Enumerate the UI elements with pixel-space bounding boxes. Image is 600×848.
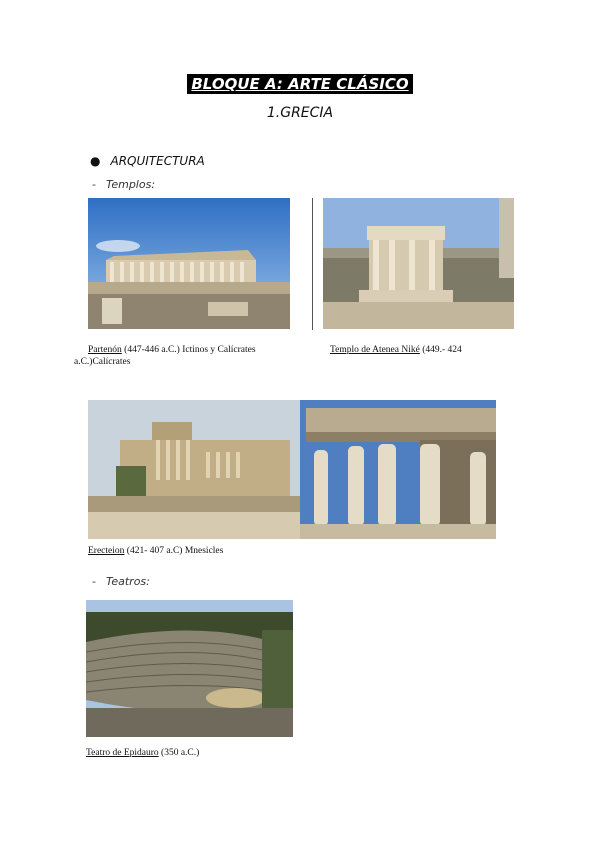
- dash-icon: -: [92, 575, 96, 588]
- title-text: BLOQUE A: ARTE CLÁSICO: [187, 74, 412, 94]
- caption-nike-rest: (449.- 424: [419, 345, 462, 355]
- caption-epidauro-name: Teatro de Epidauro: [86, 748, 159, 758]
- caption-partenon: [88, 344, 256, 356]
- divider-line: [312, 198, 313, 330]
- subheading-teatros: [92, 575, 150, 588]
- epidauro-photo: [86, 600, 293, 737]
- subheading-templos: [92, 178, 155, 191]
- subheading-text: Teatros:: [105, 575, 150, 588]
- caption-epidauro-rest: (350 a.C.): [158, 748, 200, 758]
- caption-partenon-rest: (447-446 a.C.) Ictinos y Calícrates: [121, 345, 256, 355]
- page-title: [0, 74, 600, 94]
- caption-erecteion: [88, 545, 223, 557]
- caption-erecteion-name: Erecteion: [88, 546, 125, 556]
- erecteion-photo: [88, 400, 300, 539]
- partenon-photo: [88, 198, 290, 329]
- subheading-text: Templos:: [105, 178, 156, 191]
- caption-nike-name: Templo de Atenea Niké: [330, 345, 420, 355]
- section-heading-arquitectura: [90, 154, 205, 168]
- cariatides-photo: [300, 400, 496, 539]
- caption-partenon-name: Partenón: [88, 345, 122, 355]
- nike-photo: [323, 198, 514, 329]
- caption-wrap-line: a.C.)Calícrates: [74, 357, 131, 367]
- bullet-icon: ●: [90, 154, 101, 168]
- bullet-text: ARQUITECTURA: [110, 154, 205, 168]
- dash-icon: -: [92, 178, 96, 191]
- caption-epidauro: [86, 747, 199, 759]
- caption-nike: [330, 344, 462, 356]
- caption-erecteion-rest: (421- 407 a.C) Mnesicles: [124, 546, 224, 556]
- page-subtitle: 1.GRECIA: [266, 105, 334, 121]
